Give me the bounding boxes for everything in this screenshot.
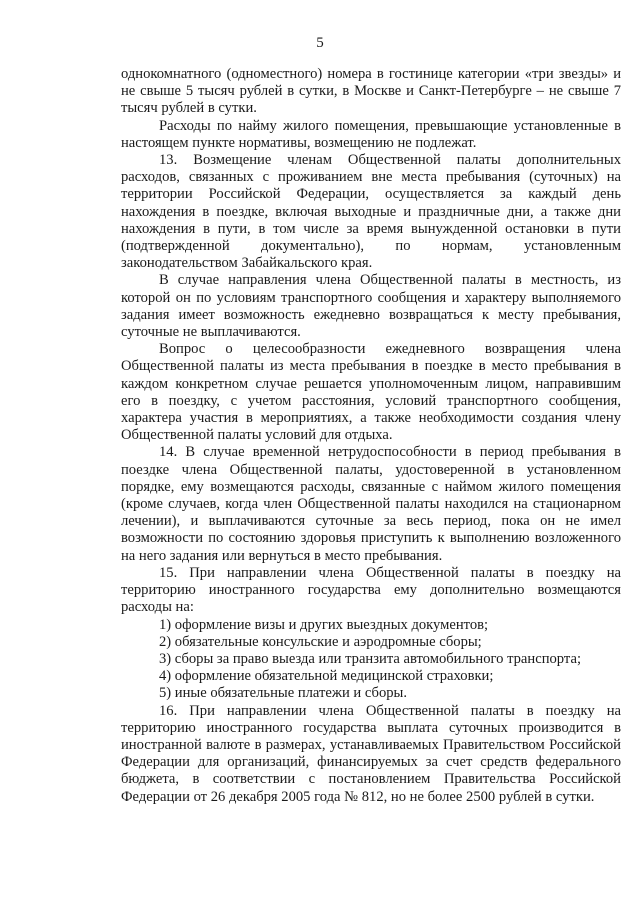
paragraph-return-decision: Вопрос о целесообразности ежедневного возвращения члена Общественной палаты из места пребывания в поездке в место пребывания в каждом конкретном случае решается уполномоченным лицом, направившим его в поездку, с учетом расстояния, условий транспортного сообщения, характера участия в мероприятиях, а также необходимости создания члену Общественной палаты условий для отдыха. (121, 341, 621, 444)
list-item: 5) иные обязательные платежи и сборы. (159, 685, 408, 702)
paragraph-clause-14: 14. В случае временной нетрудоспособности в период пребывания в поездке члена Общественной палаты, удостоверенной в установленном порядке, ему возмещаются расходы, связанные с наймом жилого помещения (кроме случаев, когда член Общественной палаты находился на стационарном лечении), и выплачиваются суточные за весь период, пока он не имел возможности по состоянию здоровья приступить к выполнению возложенного на него задания или вернуться в место пребывания. (121, 444, 621, 564)
paragraph-clause-13: 13. Возмещение членам Общественной палаты дополнительных расходов, связанных с проживанием вне места пребывания (суточных) на территории Российской Федерации, осуществляется за каждый день нахождения в поездке, включая выходные и праздничные дни, а также дни нахождения в пути, в том числе за время вынужденной остановки в пути (подтвержденной документально), по нормам, установленным законодательством Забайкальского края. (121, 152, 621, 272)
document-body (121, 66, 621, 806)
paragraph-clause-15: 15. При направлении члена Общественной палаты в поездку на территорию иностранного государства ему дополнительно возмещаются расходы на: (121, 564, 621, 616)
expense-list (121, 617, 621, 703)
paragraph-clause-16: 16. При направлении члена Общественной палаты в поездку на территорию иностранного государства выплата суточных производится в иностранной валюте в размерах, устанавливаемых Правительством Российской Федерации для организаций, финансируемых за счет средств федерального бюджета, в соответствии с постановлением Правительства Российской Федерации от 26 декабря 2005 года № 812, но не более 2500 рублей в сутки. (121, 702, 621, 805)
paragraph-daily-return: В случае направления члена Общественной палаты в местность, из которой он по условиям транспортного сообщения и характеру выполняемого задания имеет возможность ежедневно возвращаться к месту пребывания, суточные не выплачиваются. (121, 272, 621, 341)
list-item: 4) оформление обязательной медицинской страховки; (159, 668, 494, 685)
list-item: 1) оформление визы и других выездных документов; (159, 616, 489, 633)
paragraph-excess-expenses: Расходы по найму жилого помещения, превышающие установленные в настоящем пункте нормативы, возмещению не подлежат. (121, 117, 621, 151)
page-number: 5 (316, 35, 324, 51)
paragraph-hotel-limits: однокомнатного (одноместного) номера в гостинице категории «три звезды» и не свыше 5 тысяч рублей в сутки, в Москве и Санкт-Петербурге – не свыше 7 тысяч рублей в сутки. (121, 66, 621, 117)
list-item: 3) сборы за право выезда или транзита автомобильного транспорта; (159, 650, 581, 667)
list-item: 2) обязательные консульские и аэродромные сборы; (159, 633, 482, 650)
